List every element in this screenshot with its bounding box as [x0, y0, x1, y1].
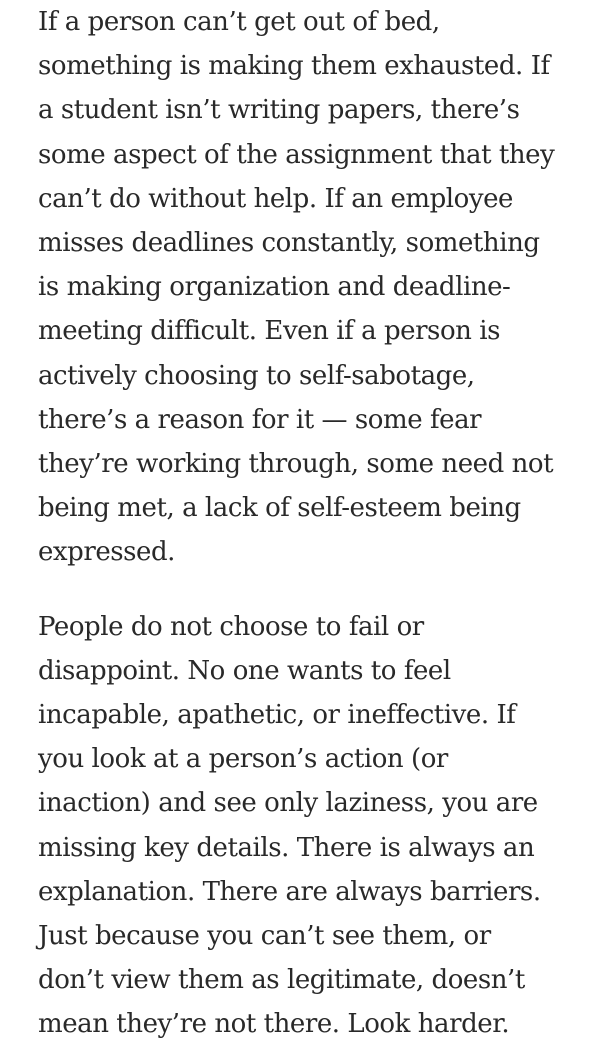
- paragraph-reasons-behind-behavior: If a person can’t get out of bed, something is making them exhausted. If a student isn’t writing papers, there’s some aspect of the assignment that they can’t do without help. If an employee misses deadlines constantly, something is making organization and deadline-meeting difficult. Even if a person is actively choosing to self-sabotage, there’s a reason for it — some fear they’re working through, some need not being met, a lack of self-esteem being expressed.: [38, 7, 555, 568]
- paragraph-people-do-not-choose-to-fail: People do not choose to fail or disappoint. No one wants to feel incapable, apathetic, or ineffective. If you look at a person’s action (or inaction) and see only laziness, you are missing key details. There is always an explanation. There are always barriers. Just because you can’t see them, or don’t view them as legitimate, doesn’t mean they’re not there. Look harder.: [38, 611, 541, 1040]
- article-body: [38, 0, 562, 1047]
